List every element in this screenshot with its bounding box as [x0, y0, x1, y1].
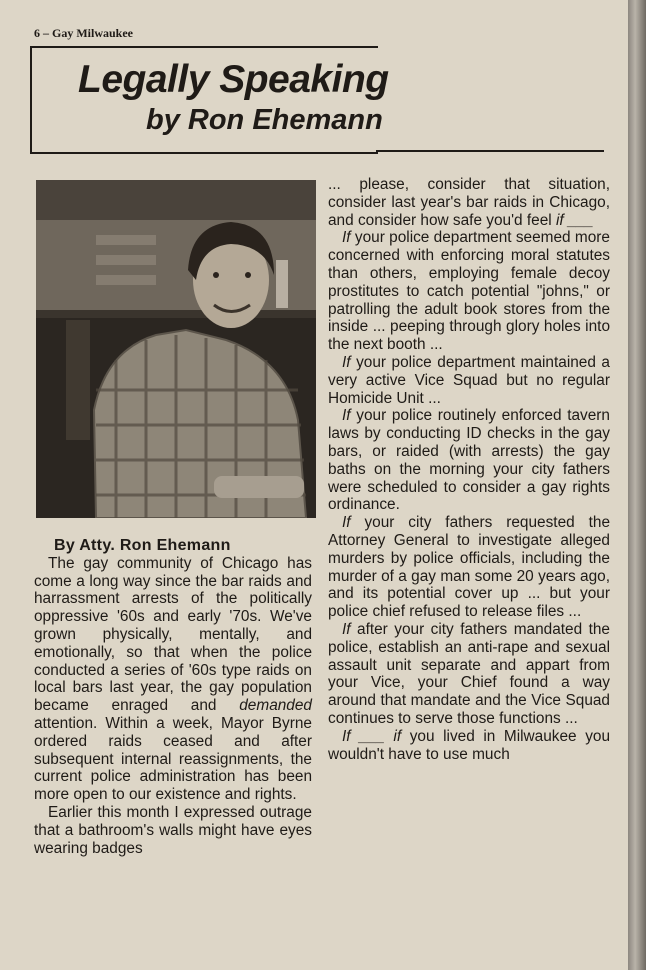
article-column-right [328, 176, 610, 763]
article-column-left [34, 537, 312, 857]
headline-byline: by Ron Ehemann [146, 104, 383, 136]
paragraph: If your city fathers requested the Attorney General to investigate alleged murders by police officials, including the murder of a gay man some 20 years ago, and its potential cover up ... but your police chief refused to release files ... [328, 514, 610, 621]
paragraph: The gay community of Chicago has come a long way since the bar raids and harrassment arrests of the politically oppressive '60s and early '70s. We've grown physically, mentally, and emotionally, so that when the police conducted a series of '60s type raids on local bars last year, the gay population became enraged and demanded attention. Within a week, Mayor Byrne ordered raids ceased and after subsequent internal reassignments, the current police administration has been more open to our existence and rights. [34, 554, 312, 804]
paragraph: If your police department maintained a very active Vice Squad but no regular Homicide Unit ... [328, 353, 610, 407]
author-photo [36, 180, 316, 518]
page-folio: 6 – Gay Milwaukee [34, 26, 133, 40]
headline: Legally Speaking [78, 58, 389, 101]
page-gutter [628, 0, 646, 970]
paragraph: ... please, consider that situation, consider last year's bar raids in Chicago, and consider how safe you'd feel if ___ [328, 176, 610, 229]
paragraph: If your police routinely enforced tavern laws by conducting ID checks in the gay bars, or raided (with arrests) the gay baths on the morning your city fathers were scheduled to consider a gay rights ordinance. [328, 407, 610, 514]
paragraph: If after your city fathers mandated the police, establish an anti-rape and sexual assault unit separate and appart from your Vice, your Chief found a way around that mandate and the Vice Squad continues to serve those functions ... [328, 620, 610, 727]
paragraph: If your police department seemed more concerned with enforcing moral statutes than others, employing female decoy prostitutes to catch potential "johns," or patrolling the adult book stores from the inside ... peeping through glory holes into the next booth ... [328, 229, 610, 354]
article-author: By Atty. Ron Ehemann [54, 537, 231, 554]
headline-rule [376, 150, 604, 152]
paragraph: If ___ if you lived in Milwaukee you wouldn't have to use much [328, 727, 611, 763]
paragraph: Earlier this month I expressed outrage that a bathroom's walls might have eyes wearing badges [34, 803, 312, 857]
